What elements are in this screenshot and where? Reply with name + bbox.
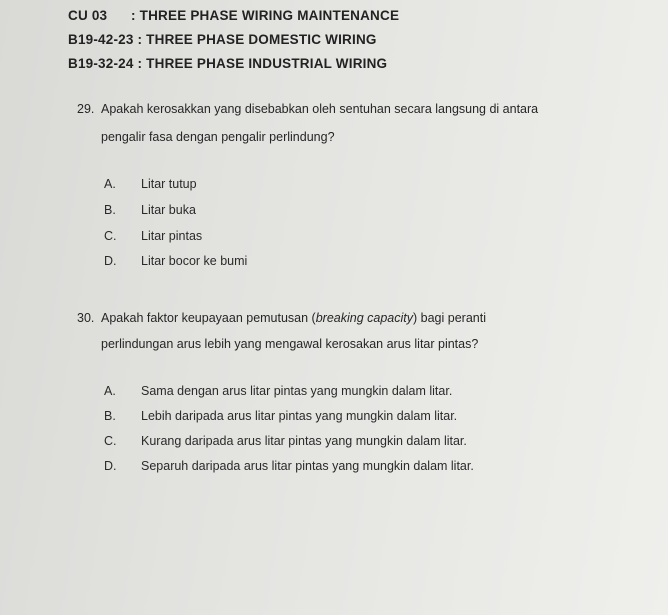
- option-text: Litar pintas: [141, 229, 203, 243]
- question-text-line1: [101, 307, 486, 329]
- option-letter: D.: [104, 459, 117, 473]
- unit-code: CU 03: [68, 8, 108, 23]
- option-letter: D.: [104, 254, 117, 268]
- option-text: Sama dengan arus litar pintas yang mungkin dalam litar.: [141, 384, 453, 398]
- option-letter: B.: [104, 203, 116, 217]
- question-text-line1: Apakah kerosakkan yang disebabkan oleh sentuhan secara langsung di antara: [101, 102, 539, 116]
- option-letter: B.: [104, 409, 116, 423]
- question-text-part: Apakah faktor keupayaan pemutusan (: [101, 311, 316, 325]
- option-text: Litar bocor ke bumi: [141, 254, 248, 268]
- question-text-part: ) bagi peranti: [413, 311, 486, 325]
- option-letter: A.: [104, 384, 116, 398]
- question-number: 29.: [77, 102, 95, 116]
- option-letter: C.: [104, 229, 117, 243]
- question-number: 30.: [77, 311, 95, 325]
- question-text-line2: pengalir fasa dengan pengalir perlindung?: [101, 130, 335, 144]
- option-text: Kurang daripada arus litar pintas yang mungkin dalam litar.: [141, 434, 467, 448]
- option-text: Separuh daripada arus litar pintas yang mungkin dalam litar.: [141, 459, 474, 473]
- question-text-line2: perlindungan arus lebih yang mengawal kerosakan arus litar pintas?: [101, 337, 479, 351]
- module-industrial-wiring: B19-32-24 : THREE PHASE INDUSTRIAL WIRING: [68, 56, 388, 71]
- option-letter: C.: [104, 434, 117, 448]
- option-letter: A.: [104, 177, 116, 191]
- option-text: Lebih daripada arus litar pintas yang mungkin dalam litar.: [141, 409, 458, 423]
- question-text-italic-term: breaking capacity: [315, 311, 414, 325]
- module-domestic-wiring: B19-42-23 : THREE PHASE DOMESTIC WIRING: [68, 32, 377, 47]
- option-text: Litar buka: [141, 203, 196, 217]
- option-text: Litar tutup: [141, 177, 197, 191]
- unit-title: : THREE PHASE WIRING MAINTENANCE: [131, 8, 400, 23]
